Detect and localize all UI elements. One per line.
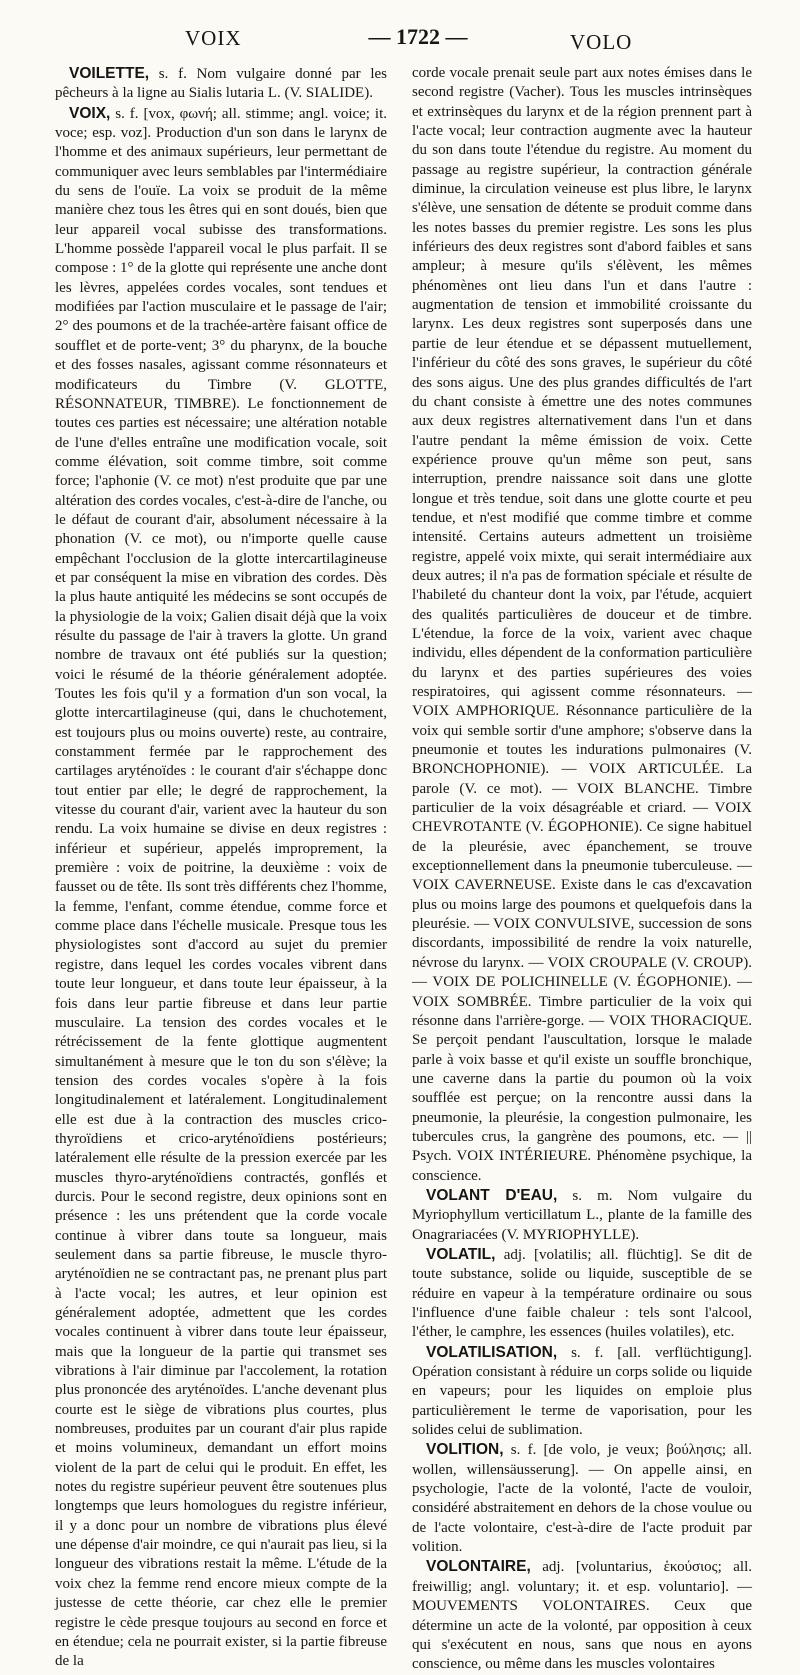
headword: VOIX, — [69, 104, 111, 122]
running-head-left: VOIX — [185, 26, 242, 50]
page-number: — 1722 — — [368, 24, 468, 49]
entry-volatilisation — [412, 1343, 752, 1441]
running-head-right: VOLO — [570, 30, 633, 54]
definition: s. m. Nom vulgaire du Myriophyllum verticillatum L., plante de la famille des Onagrariacées (V. MYRIOPHYLLE). — [412, 1187, 752, 1243]
headword: VOLATILISATION, — [426, 1343, 558, 1361]
headword: VOLANT D'EAU, — [426, 1186, 558, 1204]
definition: adj. [volatilis; all. flüchtig]. Se dit de toute substance, solide ou liquide, susceptible de se réduire en vapeur à la température ordinaire ou sous l'influence d'une faible chaleur : tels sont l'alcool, l'éther, le camphre, les essences (huiles volatiles), etc. — [412, 1246, 752, 1341]
entry-voilette — [55, 64, 387, 104]
right-column — [412, 64, 752, 1675]
definition: s. f. [vox, φωνή; all. stimme; angl. voice; it. voce; esp. voz]. Production d'un son dans le larynx de l'homme et des animaux supérieurs, leur permettant de communiquer avec leurs semblables par l'intermédiaire du sens de l'ouïe. La voix se produit de la même manière chez tous les êtres qui en sont doués, bien que leur appareil vocal subisse des transformations. L'homme possède l'appareil vocal le plus parfait. Il se compose : 1° de la glotte qui représente une anche dont les lèvres, appelées cordes vocales, sont tendues et modifiées par l'action musculaire et le passage de l'air; 2° des poumons et de la trachée-artère faisant office de soufflet et de porte-vent; 3° du pharynx, de la bouche et des fosses nasales, agissant comme résonnateurs et modificateurs du Timbre (V. GLOTTE, RÉSONNATEUR, TIMBRE). Le fonctionnement de toutes ces parties est nécessaire; une altération notable de l'une d'elles entraîne une modification vocale, soit comme élévation, soit comme timbre, soit comme force; l'aphonie (V. ce mot) n'est produite que par une altération des cordes vocales, c'est-à-dire de l'anche, ou le défaut de courant d'air, absolument nécessaire à la phonation (V. ce mot), ou n'importe quelle cause empêchant l'occlusion de la glotte intercartilagineuse et par conséquent la mise en vibration des cordes. Dès la plus haute antiquité les médecins se sont occupés de la physiologie de la voix; Galien disait déjà que la voix résulte du passage de l'air à travers la glotte. Un grand nombre de travaux ont été publiés sur la question; voici le résumé de la théorie généralement adoptée. Toutes les fois qu'il y a formation d'un son vocal, la glotte intercartilagineuse (qui, dans le chuchotement, est toujours plus ou moins ouverte) reste, au contraire, constamment fermée par le rapprochement des cartilages aryténoïdes : le courant d'air s'échappe donc tout entier par elle; le degré de rapprochement, la vitesse du courant d'air, varient avec la hauteur du son rendu. La voix humaine se divise en deux registres : inférieur et supérieur, appelés improprement, la première : voix de poitrine, la deuxième : voix de fausset ou de tête. Ils sont très différents chez l'homme, la femme, l'enfant, comme étendue, comme force et comme place dans l'échelle musicale. Presque tous les physiologistes sont d'accord au sujet du premier registre, dans lequel les cordes vocales vibrent dans toute leur longueur, et dans toute leur épaisseur, à la fois dans leur partie fibreuse et dans leur partie musculaire. La tension des cordes vocales et le rétrécissement de la fente glottique augmentent simultanément à mesure que le ton du son s'élève; la tension des cordes vocales s'opère à la fois longitudinalement et latéralement. Longitudinalement elle est due à la contraction des muscles crico-thyroïdiens et crico-aryténoïdiens postérieurs; latéralement elle résulte de la pression exercée par les muscles thyro-aryténoïdiens contractés, gonflés et durcis. Pour le second registre, deux opinions sont en présence : les uns prétendent que la corde vocale continue à vibrer dans toute sa longueur, mais seulement dans sa partie fibreuse, le muscle thyro-aryténoïdien ne se contractant pas, ne prenant plus part à l'acte vocal; les autres, et leur opinion est généralement adoptée, admettent que les cordes vocales continuent à vibrer dans toute leur épaisseur, mais que la longueur de la partie qui transmet ses vibrations à l'air diminue par l'accolement, la rotation plus prononcée des aryténoïdes. L'anche devenant plus courte est le siège de vibrations plus courtes, plus nombreuses, produites par un courant d'air plus rapide et moins volumineux, demandant un effort moins violent de la part de celui qui le produit. En effet, les notes du registre supérieur peuvent être soutenues plus longtemps que leurs homologues du registre inférieur, il y a donc pour un nombre de vibrations plus élevé une dépense d'air moindre, ce qui n'aurait pas lieu, si la longueur des vibrations restait la même. L'étude de la voix chez la femme rend encore mieux compte de la justesse de cette théorie, car chez elle le premier registre le cède presque toujours au second en force et en étendue; cela ne pourrait exister, si la partie fibreuse de la — [55, 105, 387, 1670]
page-header — [40, 22, 760, 58]
entry-volition — [412, 1440, 752, 1557]
headword: VOLATIL, — [426, 1245, 496, 1263]
headword: VOILETTE, — [69, 65, 150, 82]
definition: adj. [voluntarius, ἑκούσιος; all. freiwillig; angl. voluntary; it. et esp. voluntario]. — MOUVEMENTS VOLONTAIRES. Ceux que détermine un acte de la volonté, par opposition à ceux qui s'exécutent en nous, sans que nous en ayons conscience, ou même dans les muscles volontaires — [412, 1559, 752, 1673]
left-column — [55, 64, 387, 1672]
definition: corde vocale prenait seule part aux notes émises dans le second registre (Vacher). Tous les muscles intrinsèques et extrinsèques du larynx et de la région prennent part à l'acte vocal; leur contraction augmente avec la hauteur du son dans toute l'étendue du registre. Au moment du passage au registre supérieur, la contraction générale diminue, la circulation veineuse est plus libre, le larynx s'élève, une sensation de détente se produit comme dans les notes basses du premier registre. Les sons les plus inférieurs des deux registres sont d'abord faibles et sans ampleur; à mesure qu'ils s'élèvent, les mêmes phénomènes ont lieu dans l'un et dans l'autre : augmentation de tension et immobilité croissante du larynx. Les deux registres sont superposés dans une partie de leur étendue et se dépassent mutuellement, l'inférieur du côté des sons graves, le supérieur du côté des sons aigus. Une des plus grandes difficultés de l'art du chant consiste à émettre une des notes communes aux deux registres alternativement dans l'un et dans l'autre pendant la même émission de voix. Cette expérience prouve qu'un même son peut, sans interruption, prendre naissance soit dans une glotte longue et très tendue, soit dans une glotte courte et peu tendue, et n'est modifié que comme timbre et comme intensité. Certains auteurs admettent un troisième registre, appelé voix mixte, qui serait intermédiaire aux deux autres; il n'a pas de formation spéciale et résulte de l'habileté du chanteur dont la voix, par l'étude, acquiert des qualités particulières de douceur et de timbre. L'étendue, la force de la voix, varient avec chaque individu, elles dépendent de la conformation particulière du larynx et des parties supérieures des voies respiratoires, qui agissent comme résonnateurs. — VOIX AMPHORIQUE. Résonnance particulière de la voix qui semble sortir d'une amphore; s'observe dans la pneumonie et toutes les indurations pulmonaires (V. BRONCHOPHONIE). — VOIX ARTICULÉE. La parole (V. ce mot). — VOIX BLANCHE. Timbre particulier de la voix désagréable et criard. — VOIX CHEVROTANTE (V. ÉGOPHONIE). Ce signe habituel de la pleurésie, avec épanchement, se trouve exceptionnellement dans la pneumonie tuberculeuse. — VOIX CAVERNEUSE. Existe dans le cas d'excavation plus ou moins large des poumons et quelquefois dans la pleurésie. — VOIX CONVULSIVE, succession de sons discordants, impossibilité de rendre la voix naturelle, névrose du larynx. — VOIX CROUPALE (V. CROUP). — VOIX DE POLICHINELLE (V. ÉGOPHONIE). — VOIX SOMBRÉE. Timbre particulier de la voix qui résonne dans l'arrière-gorge. — VOIX THORACIQUE. Se perçoit pendant l'auscultation, lorsque le malade parle à voix basse et qu'il existe un souffle bronchique, une caverne dans la partie du poumon où la voix soufflée est perçue; on la rencontre aussi dans la pneumonie, la pleurésie, la congestion pulmonaire, les tubercules crus, la gangrène des poumons, etc. — || Psych. VOIX INTÉRIEURE. Phénomène psychique, la conscience. — [412, 65, 752, 1184]
headword: VOLONTAIRE, — [426, 1558, 531, 1576]
entry-volant-d-eau — [412, 1186, 752, 1245]
definition: s. f. Nom vulgaire donné par les pêcheurs à la ligne au Sialis lutaria L. (V. SIALIDE). — [55, 66, 387, 102]
entry-volontaire — [412, 1557, 752, 1674]
entry-voix — [55, 104, 387, 1672]
headword: VOLITION, — [426, 1441, 504, 1459]
definition: s. f. [all. verflüchtigung]. Opération consistant à réduire un corps solide ou liquide en vapeurs; pour les liquides on emploie plus particulièrement le terme de vaporisation, pour les solides celui de sublimation. — [412, 1344, 752, 1439]
entry-volatil — [412, 1245, 752, 1343]
entry-voix-continued — [412, 64, 752, 1186]
definition: s. f. [de volo, je veux; βούλησις; all. wollen, willensäusserung]. — On appelle ainsi, en psychologie, l'acte de la volonté, l'acte de vouloir, considéré abstraitement en dehors de la chose voulue ou de l'acte volontaire, c'est-à-dire de l'acte produit par volition. — [412, 1442, 752, 1556]
